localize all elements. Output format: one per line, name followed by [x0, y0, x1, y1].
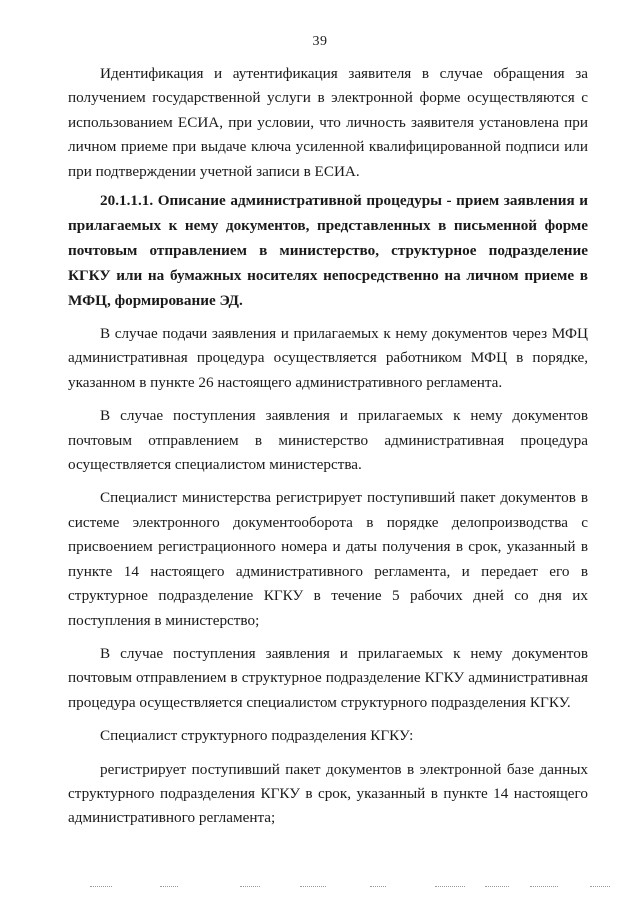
paragraph-ministry-specialist: Специалист министерства регистрирует поступивший пакет документов в системе электронного документооборота в порядке делопроизводства с присвоением регистрационного номера и даты получения в срок, указанный в пункте 14 настоящего административного регламента, и передает его в структурное подразделение КГКУ в течение 5 рабочих дней со дня их поступления в министерство;	[68, 489, 588, 629]
paragraph-postal-ministry: В случае поступления заявления и прилагаемых к нему документов почтовым отправлением в министерство административная процедура осуществляется специалистом министерства.	[68, 407, 588, 474]
paragraph-mfc-submission: В случае подачи заявления и прилагаемых к нему документов через МФЦ административная процедура осуществляется работником МФЦ в порядке, указанном в пункте 26 настоящего административного регламента.	[68, 325, 588, 391]
section-heading-20-1-1-1: 20.1.1.1. Описание административной процедуры - прием заявления и прилагаемых к нему документов, представленных в письменной форме почтовым отправлением в министерство, структурное подразделение КГКУ или на бумажных носителях непосредственно на личном приеме в МФЦ, формирование ЭД.	[68, 192, 588, 310]
paragraph-kgku-registration: регистрирует поступивший пакет документов в электронной базе данных структурного подразделения КГКУ в срок, указанный в пункте 14 настоящего административного регламента;	[68, 760, 588, 827]
document-body	[68, 62, 588, 831]
paragraph-kgku-specialist: Специалист структурного подразделения КГКУ:	[100, 727, 414, 745]
scan-footer-artifacts	[90, 886, 610, 890]
paragraph-postal-kgku: В случае поступления заявления и прилагаемых к нему документов почтовым отправлением в структурное подразделение КГКУ административная процедура осуществляется специалистом структурного подразделения КГКУ.	[68, 644, 588, 711]
paragraph-identification: Идентификация и аутентификация заявителя в случае обращения за получением государственной услуги в электронной форме осуществляются с использованием ЕСИА, при условии, что личность заявителя установлена при личном приеме при выдаче ключа усиленной квалифицированной подписи или при подтверждении учетной записи в ЕСИА.	[68, 65, 588, 180]
page-number: 39	[312, 34, 328, 49]
